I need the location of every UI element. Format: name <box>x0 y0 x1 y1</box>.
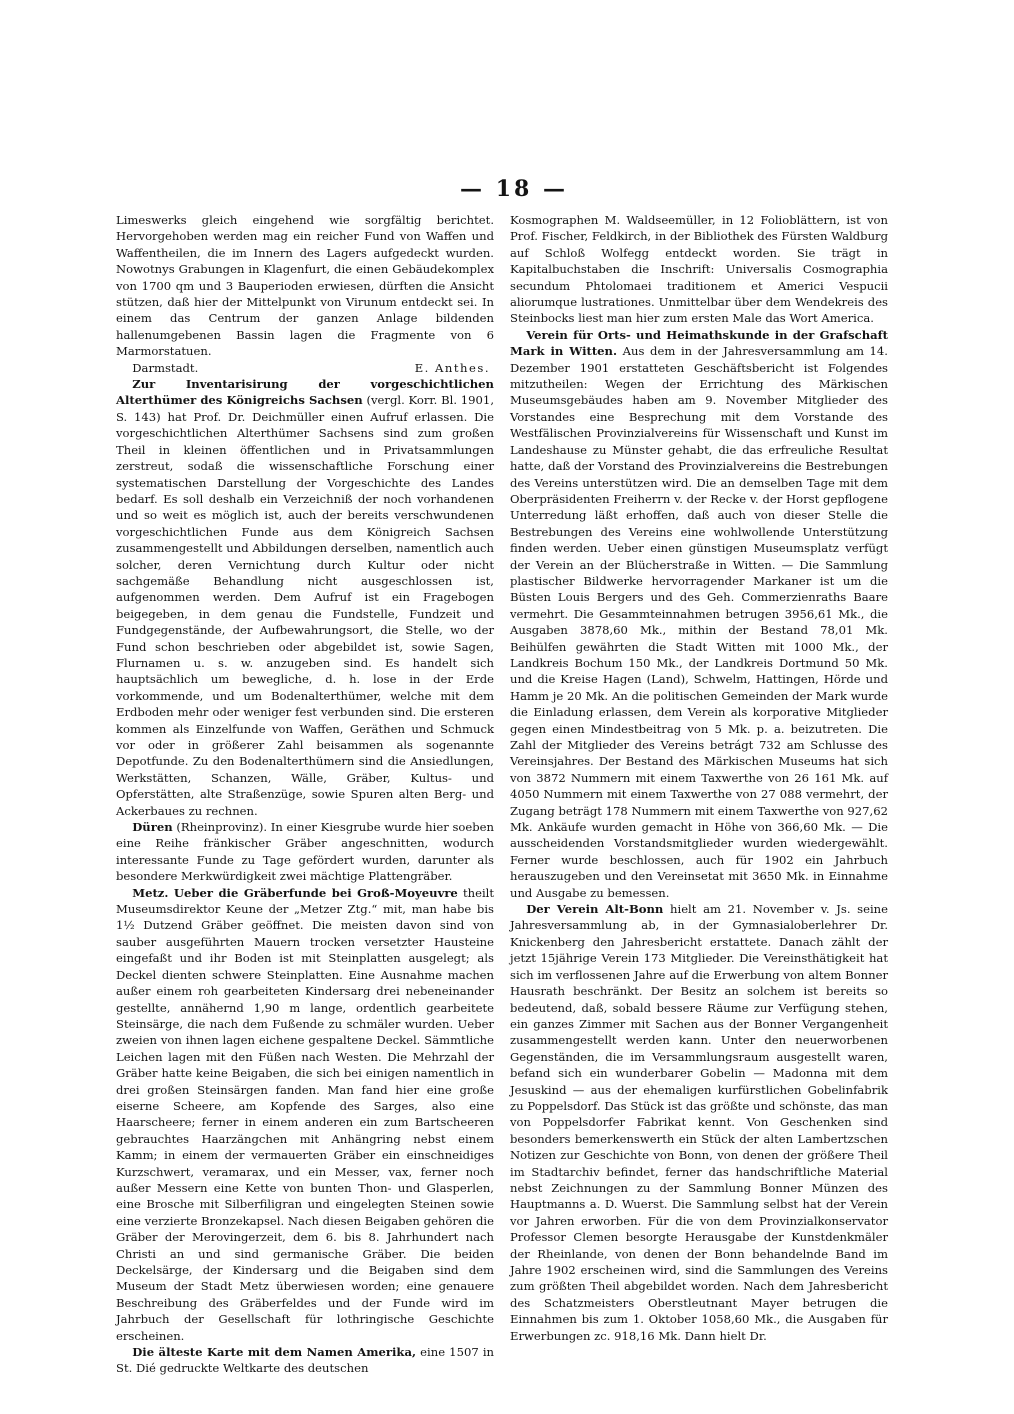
article-body-america-map: eine 1507 in St. Dié gedruckte Weltkarte des deutschen <box>116 1345 494 1376</box>
article-body-alt-bonn: hielt am 21. November v. Js. seine Jahresversammlung ab, in der Gymnasialoberlehrer Dr. Knickenberg den Jahresbericht erstattete. Danach zählt der jetzt 15jährige Verein 173 Mitglieder. Die Vereinsthätigkeit hat sich im verflossenen Jahre auf die Erwerbung von altem Bonner Hausrath beschränkt. Der Besitz an solchem ist bereits so bedeutend, daß, sobald bessere Räume zur Verfügung stehen, ein ganzes Zimmer mit Sachen aus der Bonner Vergangenheit zusammengestellt werden kann. Unter den neuerworbenen Gegenständen, die im Versammlungsraum ausgestellt waren, befand sich ein wunderbarer Gobelin — Madonna mit dem Jesuskind — aus der ehemaligen kurfürstlichen Gobelinfabrik zu Poppelsdorf. Das Stück ist das größte und schönste, das man von Poppelsdorfer Fabrikat kennt. Von Geschenken sind besonders bemerkenswerth ein Stück der alten Lambertzschen Notizen zur Geschichte von Bonn, von denen der größere Theil im Stadtarchiv befindet, ferner das handschriftliche Material nebst Zeichnungen zu der Sammlung Bonner Münzen des Hauptmanns a. D. Wuerst. Die Sammlung selbst hat der Verein vor Jahren erworben. Für die von dem Provinzialkonservator Professor Clemen besorgte Herausgabe der Kunstdenkmäler der Rheinlande, von denen der Bonn behandelnde Band im Jahre 1902 erscheinen wird, sind die Sammlungen des Vereins zum größten Theil abgebildet worden. Nach dem Jahresbericht des Schatzmeisters Oberstleutnant Mayer betrugen die Einnahmen bis zum 1. Oktober 1058,60 Mk., die Ausgaben für Erwerbungen zc. 918,16 Mk. Dann hielt Dr. <box>510 902 888 1343</box>
article-saxony-inventory <box>116 376 494 819</box>
signature-line <box>116 360 494 376</box>
article-witten-society <box>510 327 888 901</box>
article-heading-metz: Metz. Ueber die Gräberfunde bei Groß-Moyeuvre <box>132 885 458 900</box>
right-column <box>510 212 888 1343</box>
article-body-witten: Aus dem in der Jahresversammlung am 14. Dezember 1901 erstatteten Geschäftsbericht ist Folgendes mitzutheilen: Wegen der Errichtung des Märkischen Museumsgebäudes haben am 9. November Mitglieder des Vorstandes eine Besprechung mit dem Vorstande des Westfälischen Provinzialvereins für Wissenschaft und Kunst im Landeshause zu Münster gehabt, die das erfreuliche Resultat hatte, daß der Vorstand des Provinzialvereins die Bestrebungen des Vereins unterstützen wird. Die an demselben Tage mit dem Oberpräsidenten Freiherrn v. der Recke v. der Horst gepflogene Unterredung läßt erhoffen, daß auch von dieser Stelle die Bestrebungen des Vereins eine wohlwollende Unterstützung finden werden. Ueber einen günstigen Museumsplatz verfügt der Verein an der Blücherstraße in Witten. — Die Sammlung plastischer Bildwerke hervorragender Markaner ist um die Büsten Louis Bergers und des Geh. Commerzienraths Baare vermehrt. Die Gesammteinnahmen betrugen 3956,61 Mk., die Ausgaben 3878,60 Mk., mithin der Bestand 78,01 Mk. Beihülfen gewährten die Stadt Witten mit 1000 Mk., der Landkreis Bochum 150 Mk., der Landkreis Dortmund 50 Mk. und die Kreise Hagen (Land), Schwelm, Hattingen, Hörde und Hamm je 20 Mk. An die politischen Gemeinden der Mark wurde die Einladung erlassen, dem Verein als korporative Mitglieder gegen einen Mindestbeitrag von 5 Mk. p. a. beizutreten. Die Zahl der Mitglieder des Vereins betrágt 732 am Schlusse des Vereinsjahres. Der Bestand des Märkischen Museums hat sich von 3872 Nummern mit einem Taxwerthe von 26 161 Mk. auf 4050 Nummern mit einem Taxwerthe von 27 088 vermehrt, der Zugang beträgt 178 Nummern mit einem Taxwerthe von 927,62 Mk. Ankäufe wurden gemacht in Höhe von 366,60 Mk. — Die ausscheidenden Vorstandsmitglieder wurden wiedergewählt. Ferner wurde beschlossen, auch für 1902 ein Jahrbuch herauszugeben und den Vereinsetat mit 3650 Mk. in Einnahme und Ausgabe zu bemessen. <box>510 344 888 900</box>
article-heading-dueren: Düren <box>132 820 173 835</box>
paragraph-limes-report: Limeswerks gleich eingehend wie sorgfältig berichtet. Hervorgehoben werden mag ein reicher Fund von Waffen und Waffentheilen, die im Innern des Lagers aufgedeckt wurden. Nowotnys Grabungen in Klagenfurt, die einen Gebäudekomplex von 1700 qm und 3 Bauperioden erwiesen, dürften die Ansicht stützen, daß hier der Mittelpunkt von Virunum entdeckt sei. In einem das Centrum der ganzen Anlage bildenden hallenumgebenen Bassin lagen die Fragmente von 6 Marmorstatuen. <box>116 213 494 359</box>
signature-author: E. Anthes. <box>414 360 490 375</box>
article-body-dueren: (Rheinprovinz). In einer Kiesgrube wurde hier soeben eine Reihe fränkischer Gräber angeschnitten, wodurch interessante Funde zu Tage gefördert wurden, darunter als besondere Merkwürdigkeit zwei mächtige Plattengräber. <box>116 820 494 884</box>
article-body-metz: theilt Museumsdirektor Keune der „Metzer Ztg.“ mit, man habe bis 1½ Dutzend Gräber geöffnet. Die meisten davon sind von sauber ausgeführten Mauern trocken versetzter Hausteine eingefaßt und ihr Boden ist mit Steinplatten ausgelegt; als Deckel dienten schwere Steinplatten. Eine Ausnahme machen außer einem roh gearbeiteten Kindersarg drei nebeneinander gestellte, annähernd 1,90 m lange, ordentlich gearbeitete Steinsärge, die nach dem Fußende zu schmäler wurden. Ueber zweien von ihnen lagen eichene gespaltene Deckel. Sämmtliche Leichen lagen mit den Füßen nach Westen. Die Mehrzahl der Gräber hatte keine Beigaben, die sich bei einigen namentlich in drei großen Steinsärgen fanden. Man fand hier eine große eiserne Scheere, am Kopfende des Sarges, also eine Haarscheere; ferner in einem anderen ein zum Bartscheeren gebrauchtes Haarzängchen mit Anhängring nebst einem Kamm; in einem der vermauerten Gräber ein einschneidiges Kurzschwert, veramarax, und ein Messer, vax, ferner noch außer Messern eine Kette von bunten Thon- und Glasperlen, eine Brosche mit Silberfiligran und eingelegten Steinen sowie eine verzierte Bronzekapsel. Nach diesen Beigaben gehören die Gräber der Merovingerzeit, dem 6. bis 8. Jahrhundert nach Christi an und sind germanische Gräber. Die beiden Deckelsärge, der Kindersarg und die Beigaben sind dem Museum der Stadt Metz überwiesen worden; eine genauere Beschreibung des Gräberfeldes und der Funde wird im Jahrbuch der Gesellschaft für lothringische Geschichte erscheinen. <box>116 885 495 1343</box>
signature-place: Darmstadt. <box>132 360 199 375</box>
article-body-saxony: (vergl. Korr. Bl. 1901, S. 143) hat Prof. Dr. Deichmüller einen Aufruf erlassen. Die vorgeschichtlichen Alterthümer Sachsens sind zum großen Theil in kleinen öffentlichen und in Privatsammlungen zerstreut, sodaß die wissenschaftliche Forschung einer systematischen Darstellung der Vorgeschichte des Landes bedarf. Es soll deshalb ein Verzeichniß der noch vorhandenen und so weit es möglich ist, auch der bereits verschwundenen vorgeschichtlichen Funde aus dem Königreich Sachsen zusammengestellt und Abbildungen derselben, namentlich auch solcher, deren Vernichtung durch Kultur oder nicht sachgemäße Behandlung nicht ausgeschlossen ist, aufgenommen werden. Dem Aufruf ist ein Fragebogen beigegeben, in dem genau die Fundstelle, Fundzeit und Fundgegenstände, der Aufbewahrungsort, die Stelle, wo der Fund schon beschrieben oder abgebildet ist, sowie Sagen, Flurnamen u. s. w. anzugeben sind. Es handelt sich hauptsächlich um bewegliche, d. h. lose in der Erde vorkommende, und um Bodenalterthümer, welche mit dem Erdboden mehr oder weniger fest verbunden sind. Die ersteren kommen als Einzelfunde von Waffen, Geräthen und Schmuck vor oder in größerer Zahl beisammen als sogenannte Depotfunde. Zu den Bodenalterthümern sind die Ansiedlungen, Werkstätten, Schanzen, Wälle, Gräber, Kultus- und Opferstätten, alte Straßenzüge, sowie Spuren alten Berg- und Ackerbaues zu rechnen. <box>116 393 494 818</box>
article-alt-bonn <box>510 901 888 1344</box>
article-metz <box>116 885 494 1344</box>
article-america-map <box>116 1344 494 1377</box>
left-column <box>116 212 495 1376</box>
article-heading-witten: Verein für Orts- und Heimathskunde in der Grafschaft Mark in Witten. <box>510 327 888 359</box>
paragraph-america-map-continued: Kosmographen M. Waldseemüller, in 12 Folioblättern, ist von Prof. Fischer, Feldkirch, in der Bibliothek des Fürsten Waldburg auf Schloß Wolfegg entdeckt worden. Sie trägt in Kapitalbuchstaben die Inschrift: Universalis Cosmographia secundum Phtolomaei traditionem et Americi Vespucii aliorumque lustrationes. Unmittelbar über dem Wendekreis des Steinbocks liest man hier zum ersten Male das Wort America. <box>510 213 888 326</box>
article-dueren <box>116 819 494 885</box>
article-heading-saxony: Zur Inventarisirung der vorgeschichtlichen Alterthümer des Königreichs Sachsen <box>116 377 494 408</box>
article-heading-america-map: Die älteste Karte mit dem Namen Amerika, <box>132 1345 417 1360</box>
page-number: — 18 — <box>460 176 568 202</box>
article-heading-alt-bonn: Der Verein Alt-Bonn <box>526 902 664 917</box>
